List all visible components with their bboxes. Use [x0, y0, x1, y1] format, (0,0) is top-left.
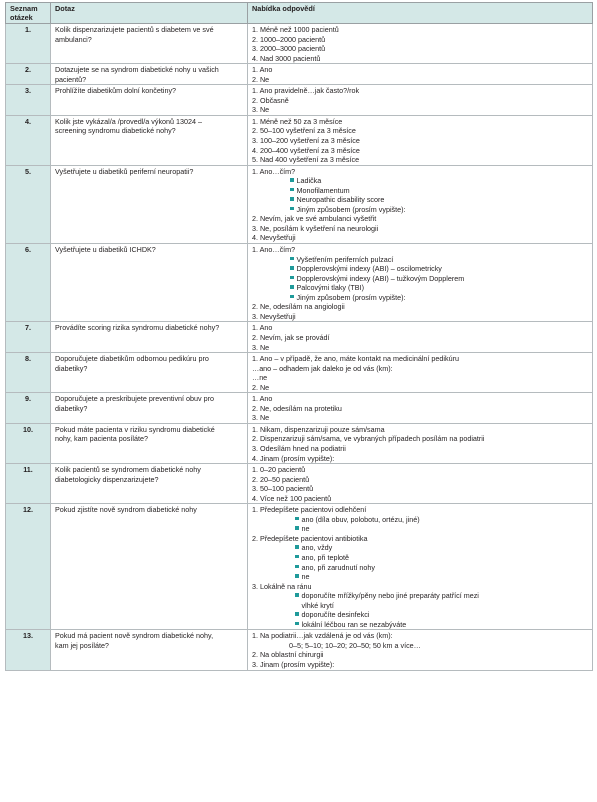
square-bullet-icon	[295, 555, 299, 559]
answer-text: Jiným způsobem (prosím vypište):	[296, 204, 406, 214]
answer-option	[252, 444, 588, 454]
answer-text: Palcovými tlaky (TBI)	[296, 283, 364, 293]
table-row	[6, 115, 593, 165]
square-bullet-icon	[290, 197, 294, 201]
answer-text: 1. Ano – v případě, že ano, máte kontakt na medicinální pedikúru	[252, 354, 459, 364]
table-row	[6, 464, 593, 504]
question-number: 12.	[6, 504, 51, 630]
answer-option	[252, 44, 588, 54]
answer-suboption-continuation	[252, 601, 588, 611]
header-row	[6, 3, 593, 24]
answer-suboption	[252, 293, 588, 303]
answer-text: 2. Nevím, jak ve své ambulanci vyšetřit	[252, 214, 377, 224]
answer-suboption	[252, 195, 588, 205]
question-text	[51, 165, 248, 243]
answer-suboption	[252, 524, 588, 534]
answer-text: doporučíte mřížky/pěny nebo jiné preparáty patřící mezi	[301, 591, 479, 601]
question-line: Vyšetřujete u diabetiků periferní neuropatii?	[55, 166, 194, 176]
square-bullet-icon	[295, 574, 299, 578]
answer-options	[248, 464, 593, 504]
answer-options	[248, 165, 593, 243]
answer-option	[252, 505, 588, 515]
answer-suboption	[252, 255, 588, 265]
question-text	[51, 85, 248, 116]
square-bullet-icon	[290, 178, 294, 182]
answer-options	[248, 393, 593, 424]
question-line: Kolik pacientů se syndromem diabetické nohy	[55, 465, 201, 475]
answer-text: ne	[301, 572, 310, 582]
question-line: Pokud máte pacienta v riziku syndromu diabetické	[55, 424, 215, 434]
answer-option	[252, 454, 588, 464]
question-line: Pokud zjistíte nově syndrom diabetické nohy	[55, 505, 197, 515]
answer-text: Ladička	[296, 176, 322, 186]
answer-text: 1. Méně než 50 za 3 měsíce	[252, 116, 343, 126]
answer-text: Neuropathic disability score	[296, 195, 385, 205]
question-number: 13.	[6, 630, 51, 670]
answer-option	[252, 302, 588, 312]
question-text	[51, 393, 248, 424]
question-number: 7.	[6, 322, 51, 353]
question-line: Doporučujete diabetikům odbornou pedikúru pro	[55, 354, 209, 364]
answer-option	[252, 494, 588, 504]
answer-text: …ne	[252, 373, 268, 383]
answer-text: 1. Méně než 1000 pacientů	[252, 25, 339, 34]
answer-text: 4. Jinam (prosím vypište):	[252, 453, 335, 463]
question-line: diabetiky?	[55, 363, 88, 373]
square-bullet-icon	[295, 593, 299, 597]
answer-options	[248, 115, 593, 165]
square-bullet-icon	[295, 565, 299, 569]
answer-text: 4. Nad 3000 pacientů	[252, 53, 321, 63]
answer-text: 2. Občasně	[252, 95, 289, 105]
question-text	[51, 504, 248, 630]
answer-text: 2. Na oblastní chirurgii	[252, 650, 324, 660]
square-bullet-icon	[295, 622, 299, 626]
question-line: Vyšetřujete u diabetiků ICHDK?	[55, 245, 156, 255]
answer-text: 1. Na podiatrii…jak vzdálená je od vás (km):	[252, 631, 393, 641]
answer-text: 4. Nevyšetřuji	[252, 233, 296, 243]
answer-option	[252, 354, 588, 364]
answer-text: 1. Předepíšete pacientovi odlehčení	[252, 505, 367, 515]
answer-option	[252, 425, 588, 435]
table-body	[6, 24, 593, 671]
square-bullet-icon	[295, 545, 299, 549]
question-text	[51, 630, 248, 670]
answer-option	[252, 105, 588, 115]
answer-text: Dopplerovskými indexy (ABI) – oscilometricky	[296, 264, 442, 274]
answer-text: 2. Dispenzarizuji sám/sama, ve vybraných případech posílám na podiatrii	[252, 434, 485, 444]
question-line: nohy, kam pacienta posíláte?	[55, 434, 148, 444]
answer-text: 2. 1000–2000 pacientů	[252, 34, 326, 44]
answer-option	[252, 394, 588, 404]
square-bullet-icon	[295, 612, 299, 616]
question-number: 9.	[6, 393, 51, 424]
question-number: 4.	[6, 115, 51, 165]
question-text	[51, 464, 248, 504]
answer-text: 3. 50–100 pacientů	[252, 484, 314, 494]
question-line: Doporučujete a preskribujete preventivní obuv pro	[55, 394, 215, 404]
answer-option	[252, 155, 588, 165]
answer-text: ano (díla obuv, polobotu, ortézu, jiné)	[301, 514, 420, 524]
answer-text: 1. Ano	[252, 323, 273, 333]
square-bullet-icon	[290, 295, 294, 299]
answer-text: 1. Ano…čím?	[252, 245, 296, 255]
question-line: Dotazujete se na syndrom diabetické nohy u vašich	[55, 65, 219, 75]
answer-option	[252, 117, 588, 127]
question-text	[51, 244, 248, 322]
answer-suboption	[252, 620, 588, 630]
question-line: ambulanci?	[55, 34, 92, 44]
answer-option-detail	[252, 641, 588, 651]
answer-option	[252, 96, 588, 106]
question-line: screening syndromu diabetické nohy?	[55, 126, 176, 136]
answer-suboption	[252, 610, 588, 620]
answer-text: ano, při teplotě	[301, 552, 350, 562]
answer-text: 1. Ano…čím?	[252, 166, 296, 176]
table-row	[6, 24, 593, 64]
answer-options	[248, 64, 593, 85]
answer-text: lokální léčbou ran se nezabýváte	[301, 619, 407, 629]
answer-option	[252, 35, 588, 45]
answer-options	[248, 504, 593, 630]
answer-options	[248, 423, 593, 463]
question-line: Pokud má pacient nově syndrom diabetické nohy,	[55, 631, 214, 641]
question-text	[51, 322, 248, 353]
question-text	[51, 423, 248, 463]
answer-text: Jiným způsobem (prosím vypište):	[296, 292, 406, 302]
answer-text: 5. Nad 400 vyšetření za 3 měsíce	[252, 155, 360, 165]
answer-suboption	[252, 186, 588, 196]
table-row	[6, 353, 593, 393]
answer-text: 3. 100–200 vyšetření za 3 měsíce	[252, 136, 360, 146]
table-row	[6, 64, 593, 85]
answer-suboption	[252, 515, 588, 525]
answer-text: Vyšetřením periferních pulzací	[296, 254, 394, 264]
answer-option	[252, 582, 588, 592]
answer-option	[252, 312, 588, 322]
answer-option	[252, 126, 588, 136]
question-number: 5.	[6, 165, 51, 243]
answer-suboption	[252, 283, 588, 293]
answer-text: 2. Ne, odesílám na protetiku	[252, 403, 342, 413]
answer-option	[252, 534, 588, 544]
answer-option	[252, 54, 588, 64]
answer-text: vlhké krytí	[301, 600, 334, 610]
square-bullet-icon	[290, 257, 294, 261]
answer-option	[252, 167, 588, 177]
answer-text: Monofilamentum	[296, 185, 350, 195]
square-bullet-icon	[290, 266, 294, 270]
questionnaire-table	[5, 2, 593, 671]
answer-option	[252, 373, 588, 383]
answer-option	[252, 660, 588, 670]
question-text	[51, 353, 248, 393]
answer-option	[252, 86, 588, 96]
answer-option	[252, 65, 588, 75]
question-line: Prohlížíte diabetikům dolní končetiny?	[55, 86, 177, 96]
question-text	[51, 64, 248, 85]
question-number: 6.	[6, 244, 51, 322]
answer-suboption	[252, 591, 588, 601]
answer-option	[252, 214, 588, 224]
answer-text: 2. Nevím, jak se provádí	[252, 332, 330, 342]
question-text	[51, 115, 248, 165]
answer-text: 3. Ne	[252, 342, 270, 352]
table-row	[6, 393, 593, 424]
answer-text: 2. Ne	[252, 74, 270, 84]
answer-option	[252, 136, 588, 146]
answer-option	[252, 650, 588, 660]
square-bullet-icon	[295, 517, 299, 521]
header-question-list: Seznam otázek	[6, 3, 51, 24]
table-row	[6, 244, 593, 322]
answer-option	[252, 224, 588, 234]
question-text	[51, 24, 248, 64]
table-row	[6, 504, 593, 630]
answer-suboption	[252, 553, 588, 563]
square-bullet-icon	[290, 188, 294, 192]
answer-suboption	[252, 274, 588, 284]
answer-text: 3. Ne	[252, 413, 270, 423]
answer-text: 2. Ne, odesílám na angiologii	[252, 302, 345, 312]
answer-options	[248, 630, 593, 670]
table-row	[6, 423, 593, 463]
answer-text: 4. 200–400 vyšetření za 3 měsíce	[252, 145, 360, 155]
table-row	[6, 85, 593, 116]
answer-suboption	[252, 572, 588, 582]
answer-option	[252, 383, 588, 393]
answer-text: 3. Nevyšetřuji	[252, 311, 296, 321]
answer-text: 0–5; 5–10; 10–20; 20–50; 50 km a více…	[289, 640, 421, 650]
square-bullet-icon	[290, 285, 294, 289]
answer-option	[252, 333, 588, 343]
header-question: Dotaz	[51, 3, 248, 24]
answer-suboption	[252, 543, 588, 553]
answer-text: 3. Ne	[252, 105, 270, 115]
answer-options	[248, 244, 593, 322]
answer-suboption	[252, 205, 588, 215]
header-answers: Nabídka odpovědí	[248, 3, 593, 24]
answer-text: 1. Ano pravidelně…jak často?/rok	[252, 86, 360, 96]
table-row	[6, 630, 593, 670]
answer-text: 3. Ne, posílám k vyšetření na neurologii	[252, 223, 379, 233]
question-number: 8.	[6, 353, 51, 393]
square-bullet-icon	[290, 207, 294, 211]
answer-option	[252, 343, 588, 353]
answer-options	[248, 24, 593, 64]
answer-text: 3. Odesílám hned na podiatrii	[252, 443, 346, 453]
answer-option	[252, 364, 588, 374]
answer-option	[252, 434, 588, 444]
answer-text: 3. 2000–3000 pacientů	[252, 44, 326, 54]
question-line: Provádíte scoring rizika syndromu diabetické nohy?	[55, 323, 220, 333]
answer-text: 3. Lokálně na ránu	[252, 581, 312, 591]
question-line: diabetiky?	[55, 403, 88, 413]
question-number: 1.	[6, 24, 51, 64]
answer-option	[252, 475, 588, 485]
answer-suboption	[252, 264, 588, 274]
answer-option	[252, 323, 588, 333]
answer-text: 1. Ano	[252, 394, 273, 404]
answer-option	[252, 25, 588, 35]
question-line: kam jej posíláte?	[55, 640, 109, 650]
question-line: diabetologicky dispenzarizujete?	[55, 474, 159, 484]
answer-option	[252, 413, 588, 423]
answer-text: doporučíte desinfekci	[301, 610, 370, 620]
square-bullet-icon	[290, 276, 294, 280]
answer-suboption	[252, 563, 588, 573]
answer-text: 2. 20–50 pacientů	[252, 474, 310, 484]
answer-text: ne	[301, 524, 310, 534]
question-number: 10.	[6, 423, 51, 463]
answer-option	[252, 146, 588, 156]
question-number: 3.	[6, 85, 51, 116]
answer-options	[248, 322, 593, 353]
answer-text: …ano – odhadem jak daleko je od vás (km):	[252, 363, 393, 373]
square-bullet-icon	[295, 526, 299, 530]
answer-text: ano, vždy	[301, 543, 333, 553]
answer-option	[252, 245, 588, 255]
answer-option	[252, 75, 588, 85]
question-line: Kolik jste vykázal/a /provedl/a výkonů 13024 –	[55, 116, 203, 126]
answer-option	[252, 404, 588, 414]
answer-text: 2. Ne	[252, 382, 270, 392]
question-line: pacientů?	[55, 74, 87, 84]
answer-text: 2. 50–100 vyšetření za 3 měsíce	[252, 126, 356, 136]
answer-suboption	[252, 176, 588, 186]
question-line: Kolik dispenzarizujete pacientů s diabetem ve své	[55, 25, 214, 34]
answer-option	[252, 465, 588, 475]
answer-text: 1. Ano	[252, 65, 273, 75]
answer-options	[248, 85, 593, 116]
question-number: 2.	[6, 64, 51, 85]
answer-option	[252, 233, 588, 243]
answer-text: 1. Nikam, dispenzarizuji pouze sám/sama	[252, 424, 385, 434]
answer-options	[248, 353, 593, 393]
answer-text: 1. 0–20 pacientů	[252, 465, 306, 475]
table-row	[6, 322, 593, 353]
answer-text: 3. Jinam (prosím vypište):	[252, 660, 335, 669]
answer-text: 4. Více než 100 pacientů	[252, 493, 332, 503]
answer-text: ano, při zarudnutí nohy	[301, 562, 376, 572]
table-row	[6, 165, 593, 243]
question-number: 11.	[6, 464, 51, 504]
answer-text: 2. Předepíšete pacientovi antibiotika	[252, 533, 368, 543]
answer-option	[252, 484, 588, 494]
answer-option	[252, 631, 588, 641]
answer-text: Dopplerovskými indexy (ABI) – tužkovým Dopplerem	[296, 273, 465, 283]
